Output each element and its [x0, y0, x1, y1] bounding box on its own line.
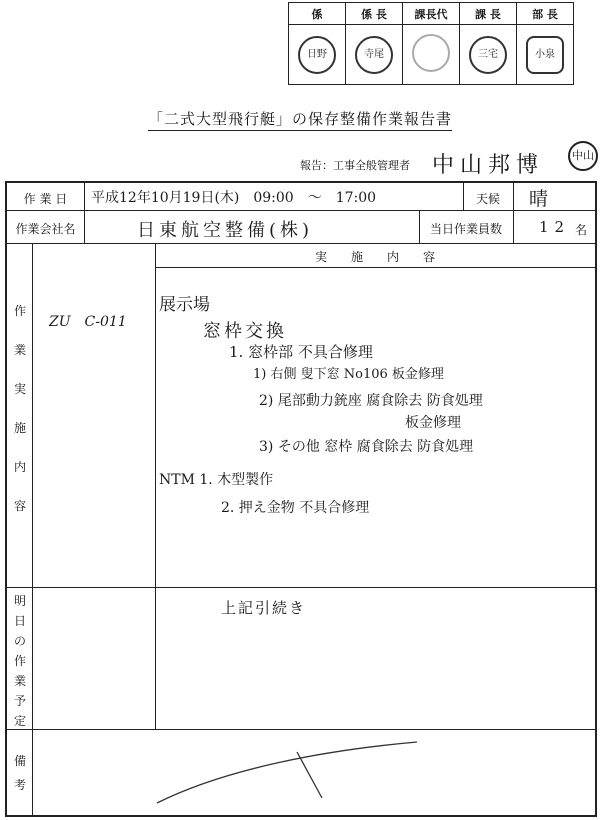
content-line: 板金修理: [405, 415, 461, 431]
remarks-side-label: 備 考: [13, 754, 26, 792]
content-line: 2. 押え金物 不具合修理: [221, 500, 370, 516]
workers-unit: 名: [575, 223, 588, 237]
seal-stamp-icon: 寺尾: [355, 36, 393, 74]
content-line: 展示場: [159, 295, 210, 315]
content-header: 実 施 内 容: [314, 250, 435, 264]
reporter-label: 報告：工事全般管理者: [300, 159, 410, 172]
content-line: 1. 窓枠部 不具合修理: [229, 343, 373, 361]
plan-value: 上記引続き: [221, 599, 307, 617]
seal-stamp-icon: 日野: [298, 36, 336, 74]
work-date-value: 平成12年10月19日(木) 09:00 〜 17:00: [91, 190, 377, 206]
plan-side-label: 明 日 の 作 業 予 定: [13, 594, 26, 728]
reporter-signature: 中山邦博: [432, 153, 545, 178]
reporter-seal-icon: 中山: [568, 141, 598, 171]
aircraft-code: ZU C-011: [49, 314, 127, 330]
remarks-strike-mark: [147, 738, 447, 818]
workers-label: 当日作業員数: [429, 222, 502, 236]
content-line: 1) 右側 叟下窓 No106 板金修理: [253, 367, 444, 382]
approval-header: 課 長: [460, 3, 517, 25]
content-line: 2) 尾部動力銃座 腐食除去 防食処理: [259, 393, 483, 409]
content-line: 窓枠交換: [203, 321, 287, 342]
document-title: 「二式大型飛行艇」の保存整備作業報告書: [0, 108, 600, 129]
work-date-label: 作 業 日: [23, 192, 68, 206]
approval-header: 課長代: [403, 3, 460, 25]
weather-value: 晴: [529, 188, 549, 210]
company-value: 日東航空整備(株): [137, 220, 314, 241]
content-line: NTM 1. 木型製作: [159, 472, 274, 488]
seal-stamp-icon: 小泉: [526, 36, 564, 74]
approval-header: 部 長: [517, 3, 574, 25]
report-form: [5, 181, 597, 817]
approval-header: 係 長: [346, 3, 403, 25]
weather-label: 天候: [475, 192, 500, 206]
seal-stamp-icon: [412, 34, 450, 72]
company-label: 作業会社名: [15, 222, 76, 236]
content-side-label: 作 業 実 施 内 容: [13, 304, 26, 513]
workers-value: 12: [539, 218, 571, 236]
approval-header: 係: [289, 3, 346, 25]
approval-stamp-table: [288, 2, 574, 85]
seal-stamp-icon: 三宅: [469, 36, 507, 74]
content-line: 3) その他 窓枠 腐食除去 防食処理: [259, 439, 474, 455]
